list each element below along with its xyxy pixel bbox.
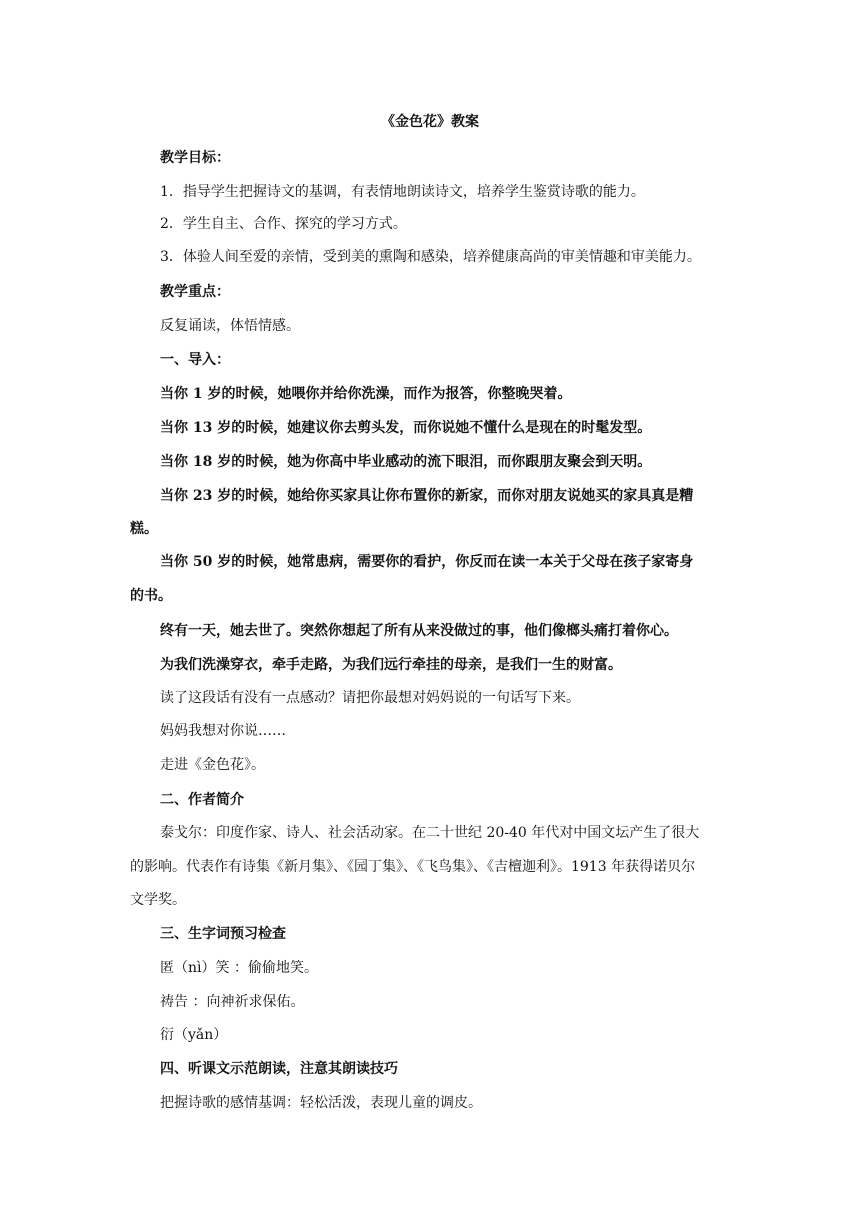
section-4-heading: 四、听课文示范朗读，注意其朗读技巧 bbox=[160, 1061, 398, 1077]
vocab-line-3: 衍（yǎn） bbox=[160, 1027, 228, 1043]
intro-bold-line-1: 当你 1 岁的时候，她喂你并给你洗澡，而作为报答，你整晚哭着。 bbox=[160, 386, 572, 402]
vocab-line-2: 祷告 ：向神祈求保佑。 bbox=[160, 994, 305, 1010]
key-points-text: 反复诵读，体悟情感。 bbox=[160, 318, 300, 334]
section-2-heading: 二、作者简介 bbox=[160, 792, 244, 808]
author-line-2: 的影响。代表作有诗集《新月集》、《园丁集》、《飞鸟集》、《吉檀迦利》。1913 年获得诺贝尔 bbox=[130, 859, 696, 875]
intro-bold-line-5: 当你 50 岁的时候，她常患病，需要你的看护，你反而在读一本关于父母在孩子家寄身 bbox=[160, 554, 694, 570]
intro-line-question: 读了这段话有没有一点感动？请把你最想对妈妈说的一句话写下来。 bbox=[160, 690, 580, 706]
author-line-1: 泰戈尔：印度作家、诗人、社会活动家。在二十世纪 20-40 年代对中国文坛产生了很大 bbox=[160, 825, 700, 841]
section-3-heading: 三、生字词预习检查 bbox=[160, 926, 286, 942]
intro-bold-line-4-cont: 糕。 bbox=[130, 521, 158, 537]
intro-bold-line-7: 为我们洗澡穿衣，牵手走路，为我们远行牵挂的母亲，是我们一生的财富。 bbox=[160, 657, 622, 673]
intro-bold-line-6: 终有一天，她去世了。突然你想起了所有从来没做过的事，他们像榔头痛打着你心。 bbox=[160, 623, 678, 639]
key-points-heading: 教学重点： bbox=[160, 284, 230, 300]
author-line-3: 文学奖。 bbox=[130, 892, 186, 908]
objective-item-2: 2．学生自主、合作、探究的学习方式。 bbox=[160, 216, 407, 232]
section-1-heading: 一、导入： bbox=[160, 352, 230, 368]
intro-bold-line-2: 当你 13 岁的时候，她建议你去剪头发，而你说她不懂什么是现在的时髦发型。 bbox=[160, 420, 652, 436]
vocab-line-1: 匿（nì）笑 ：偷偷地笑。 bbox=[160, 960, 318, 976]
intro-line-enter: 走进《金色花》。 bbox=[160, 757, 265, 773]
reading-line-1: 把握诗歌的感情基调：轻松活泼，表现儿童的调皮。 bbox=[160, 1095, 482, 1111]
document-title: 《金色花》教案 bbox=[381, 114, 479, 130]
objective-item-1: 1．指导学生把握诗文的基调，有表情地朗读诗文，培养学生鉴赏诗歌的能力。 bbox=[160, 184, 645, 200]
intro-line-mom: 妈妈我想对你说…… bbox=[160, 723, 286, 739]
objective-item-3: 3．体验人间至爱的亲情，受到美的熏陶和感染，培养健康高尚的审美情趣和审美能力。 bbox=[160, 249, 701, 265]
intro-bold-line-3: 当你 18 岁的时候，她为你高中毕业感动的流下眼泪，而你跟朋友聚会到天明。 bbox=[160, 454, 652, 470]
objectives-heading: 教学目标： bbox=[160, 150, 230, 166]
intro-bold-line-5-cont: 的书。 bbox=[130, 588, 172, 604]
intro-bold-line-4: 当你 23 岁的时候，她给你买家具让你布置你的新家，而你对朋友说她买的家具真是糟 bbox=[160, 488, 694, 504]
